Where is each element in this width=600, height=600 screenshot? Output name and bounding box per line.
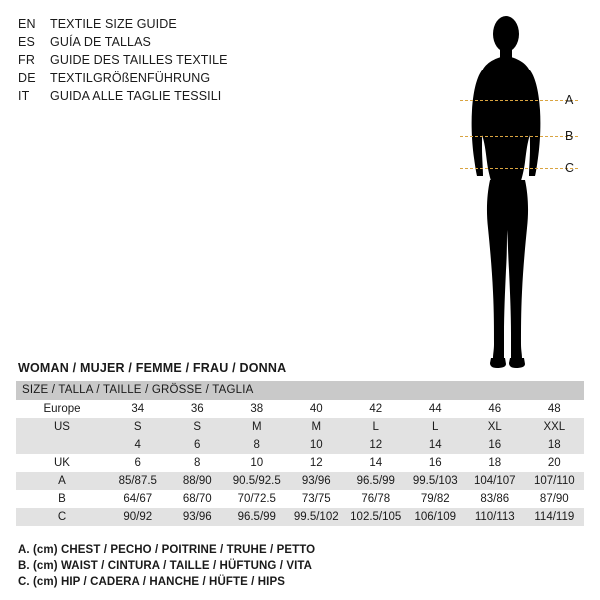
- note-waist: B. (cm) WAIST / CINTURA / TAILLE / HÜFTUNG / VITA: [18, 560, 313, 572]
- cell: 96.5/99: [346, 472, 406, 490]
- cell: 99.5/103: [406, 472, 466, 490]
- cell: 6: [168, 436, 228, 454]
- legend-code: DE: [18, 71, 36, 85]
- cell: 76/78: [346, 490, 406, 508]
- cell: 40: [287, 400, 347, 418]
- cell: 10: [227, 454, 287, 472]
- cell: 8: [168, 454, 228, 472]
- row-label: [16, 436, 108, 454]
- legend-row: [18, 70, 318, 87]
- row-label: C: [16, 508, 108, 526]
- cell: 8: [227, 436, 287, 454]
- legend-code: ES: [18, 35, 36, 49]
- cell: 88/90: [168, 472, 228, 490]
- legend-code: IT: [18, 89, 30, 103]
- table-row: [16, 436, 584, 454]
- cell: 42: [346, 400, 406, 418]
- table-header-label: SIZE / TALLA / TAILLE / GRÖSSE / TAGLIA: [16, 381, 584, 400]
- cell: M: [227, 418, 287, 436]
- cell: L: [406, 418, 466, 436]
- cell: 38: [227, 400, 287, 418]
- cell: 10: [287, 436, 347, 454]
- table-row: [16, 472, 584, 490]
- cell: 12: [287, 454, 347, 472]
- cell: 36: [168, 400, 228, 418]
- cell: 104/107: [465, 472, 525, 490]
- legend-code: FR: [18, 53, 36, 67]
- cell: XL: [465, 418, 525, 436]
- row-label: A: [16, 472, 108, 490]
- row-label: Europe: [16, 400, 108, 418]
- body-silhouette-icon: [432, 8, 592, 370]
- table-row: [16, 490, 584, 508]
- cell: 44: [406, 400, 466, 418]
- cell: M: [287, 418, 347, 436]
- table-row: [16, 418, 584, 436]
- cell: 102.5/105: [346, 508, 406, 526]
- cell: 6: [108, 454, 168, 472]
- cell: S: [108, 418, 168, 436]
- cell: 110/113: [465, 508, 525, 526]
- cell: 107/110: [525, 472, 585, 490]
- measure-label-c: C: [565, 161, 575, 175]
- cell: 18: [465, 454, 525, 472]
- cell: 114/119: [525, 508, 585, 526]
- table-row: [16, 508, 584, 526]
- measure-label-a: A: [565, 93, 574, 107]
- cell: 93/96: [168, 508, 228, 526]
- legend-text: GUIDA ALLE TAGLIE TESSILI: [50, 89, 222, 103]
- measure-line-b: [460, 136, 578, 137]
- cell: 87/90: [525, 490, 585, 508]
- legend-text: GUIDE DES TAILLES TEXTILE: [50, 53, 228, 67]
- measurement-notes: [18, 542, 578, 590]
- cell: 4: [108, 436, 168, 454]
- cell: 20: [525, 454, 585, 472]
- legend-row: [18, 16, 318, 33]
- legend-row: [18, 52, 318, 69]
- cell: 73/75: [287, 490, 347, 508]
- cell: 16: [465, 436, 525, 454]
- cell: 106/109: [406, 508, 466, 526]
- language-legend: [18, 16, 318, 106]
- measure-line-a: [460, 100, 578, 101]
- row-label: B: [16, 490, 108, 508]
- cell: 68/70: [168, 490, 228, 508]
- cell: 93/96: [287, 472, 347, 490]
- cell: 46: [465, 400, 525, 418]
- cell: 83/86: [465, 490, 525, 508]
- row-label: UK: [16, 454, 108, 472]
- cell: 48: [525, 400, 585, 418]
- cell: 14: [406, 436, 466, 454]
- cell: 99.5/102: [287, 508, 347, 526]
- cell: 64/67: [108, 490, 168, 508]
- cell: 70/72.5: [227, 490, 287, 508]
- cell: 85/87.5: [108, 472, 168, 490]
- legend-text: TEXTILGRÖßENFÜHRUNG: [50, 71, 211, 85]
- cell: 12: [346, 436, 406, 454]
- cell: L: [346, 418, 406, 436]
- legend-text: TEXTILE SIZE GUIDE: [50, 17, 177, 31]
- legend-code: EN: [18, 17, 36, 31]
- note-hip: C. (cm) HIP / CADERA / HANCHE / HÜFTE / HIPS: [18, 576, 286, 588]
- female-body-figure: [432, 8, 592, 370]
- legend-row: [18, 34, 318, 51]
- cell: 90/92: [108, 508, 168, 526]
- cell: 16: [406, 454, 466, 472]
- cell: 90.5/92.5: [227, 472, 287, 490]
- table-row: [16, 454, 584, 472]
- cell: S: [168, 418, 228, 436]
- cell: 18: [525, 436, 585, 454]
- size-table-wrapper: [16, 381, 584, 526]
- cell: 79/82: [406, 490, 466, 508]
- cell: XXL: [525, 418, 585, 436]
- cell: 14: [346, 454, 406, 472]
- note-chest: A. (cm) CHEST / PECHO / POITRINE / TRUHE / PETTO: [18, 544, 316, 556]
- size-table: [16, 381, 584, 526]
- cell: 34: [108, 400, 168, 418]
- measure-label-b: B: [565, 129, 574, 143]
- table-header-row: [16, 381, 584, 400]
- cell: 96.5/99: [227, 508, 287, 526]
- section-title: WOMAN / MUJER / FEMME / FRAU / DONNA: [18, 361, 287, 375]
- row-label: US: [16, 418, 108, 436]
- measure-line-c: [460, 168, 578, 169]
- legend-text: GUÍA DE TALLAS: [50, 35, 151, 49]
- legend-row: [18, 88, 318, 105]
- table-row: [16, 400, 584, 418]
